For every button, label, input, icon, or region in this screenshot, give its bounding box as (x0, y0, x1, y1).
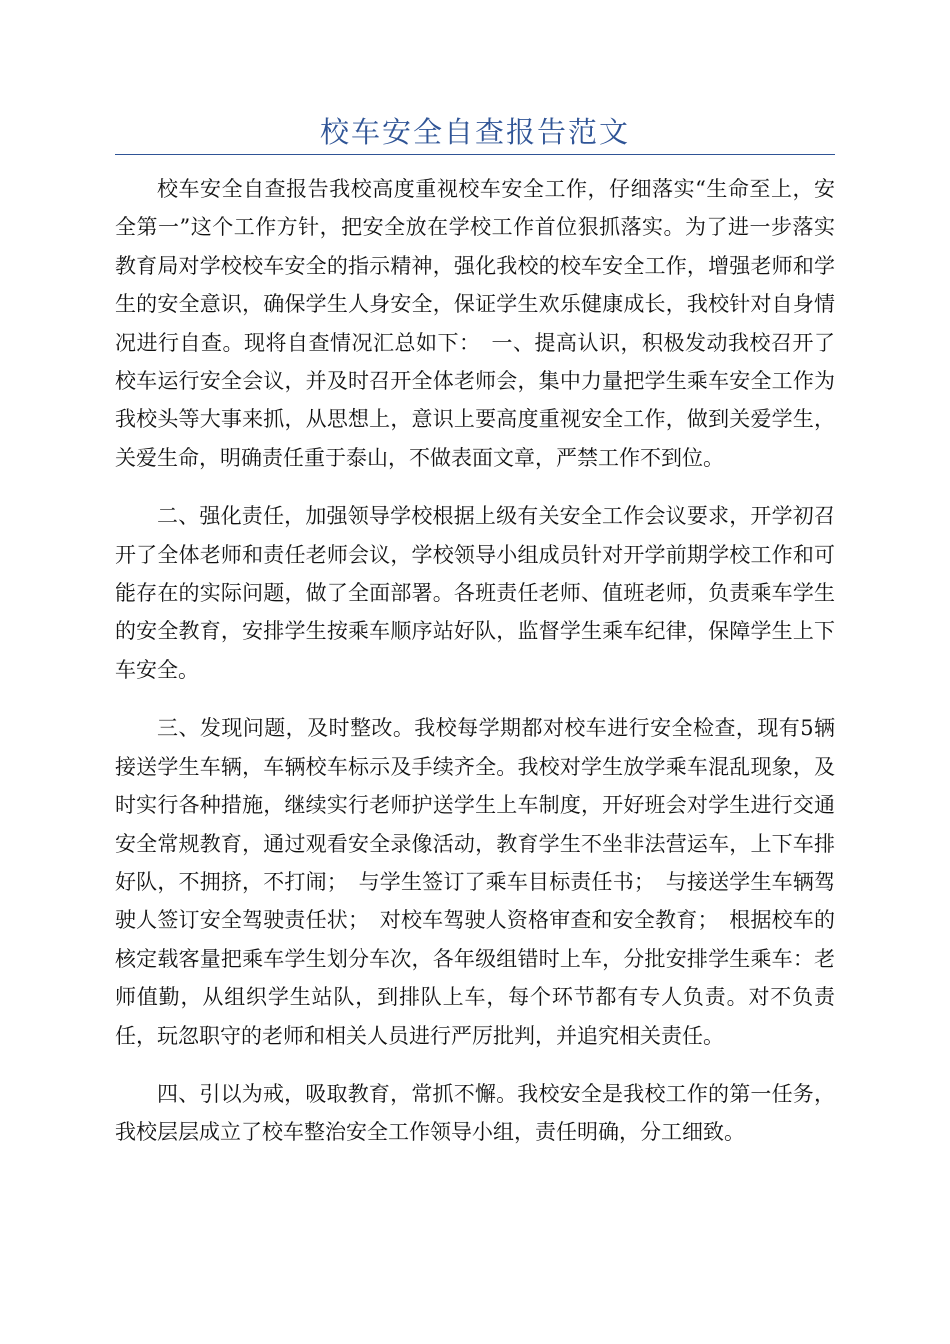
title-underline (115, 154, 835, 155)
document-body (115, 170, 835, 1172)
document-title: 校车安全自查报告范文 (319, 115, 630, 149)
paragraph-1: 校车安全自查报告我校高度重视校车安全工作，仔细落实“生命至上，安全第一”这个工作方针，把安全放在学校工作首位狠抓落实。为了进一步落实教育局对学校校车安全的指示精神，强化我校的校车安全工作，增强老师和学生的安全意识，确保学生人身安全，保证学生欢乐健康成长，我校针对自身情况进行自查。现将自查情况汇总如下： 一、提高认识，积极发动我校召开了校车运行安全会议，并及时召开全体老师会，集中力量把学生乘车安全工作为我校头等大事来抓，从思想上，意识上要高度重视安全工作，做到关爱学生，关爱生命，明确责任重于泰山，不做表面文章，严禁工作不到位。 (115, 177, 835, 470)
paragraph-2: 二、强化责任，加强领导学校根据上级有关安全工作会议要求，开学初召开了全体老师和责任老师会议，学校领导小组成员针对开学前期学校工作和可能存在的实际问题，做了全面部署。各班责任老师、值班老师，负责乘车学生的安全教育，安排学生按乘车顺序站好队，监督学生乘车纪律，保障学生上下车安全。 (115, 504, 835, 682)
paragraph-4: 四、引以为戒，吸取教育，常抓不懈。我校安全是我校工作的第一任务，我校层层成立了校车整治安全工作领导小组，责任明确，分工细致。 (115, 1081, 835, 1145)
paragraph-3: 三、发现问题，及时整改。我校每学期都对校车进行安全检查，现有5辆接送学生车辆，车辆校车标示及手续齐全。我校对学生放学乘车混乱现象，及时实行各种措施，继续实行老师护送学生上车制度，开好班会对学生进行交通安全常规教育，通过观看安全录像活动，教育学生不坐非法营运车，上下车排好队，不拥挤，不打闹； 与学生签订了乘车目标责任书； 与接送学生车辆驾驶人签订安全驾驶责任状； 对校车驾驶人资格审查和安全教育； 根据校车的核定载客量把乘车学生划分车次，各年级组错时上车，分批安排学生乘车：老师值勤，从组织学生站队，到排队上车，每个环节都有专人负责。对不负责任，玩忽职守的老师和相关人员进行严厉批判，并追究相关责任。 (115, 716, 835, 1048)
